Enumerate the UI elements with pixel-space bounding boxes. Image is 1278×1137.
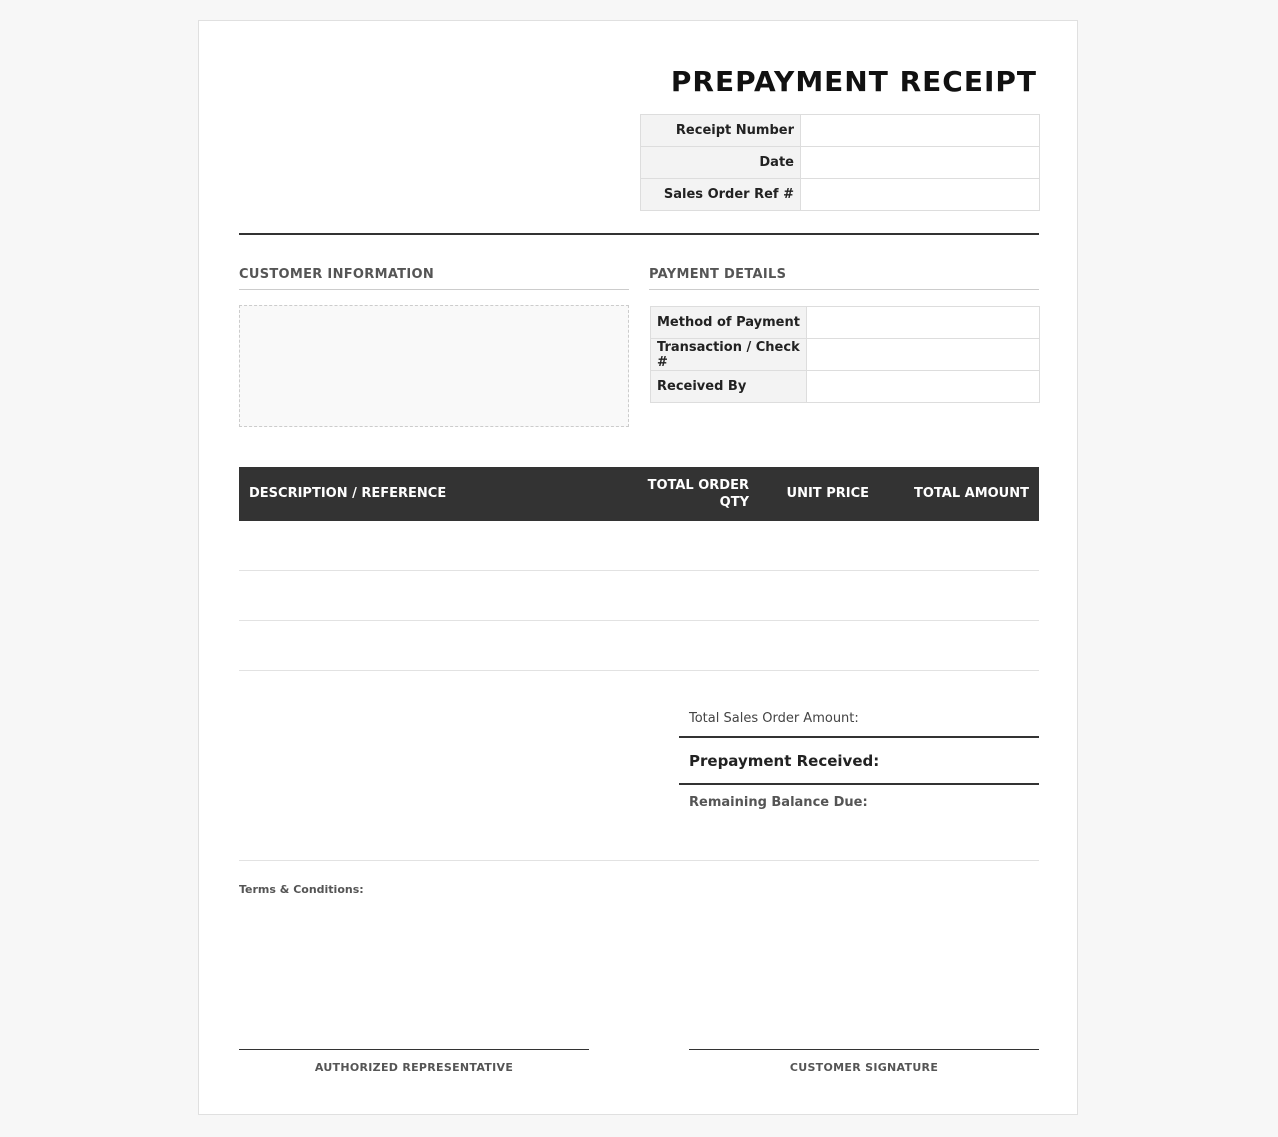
total-sales-order-amount-label: Total Sales Order Amount:	[689, 711, 859, 726]
column-header-unit-price: UNIT PRICE	[786, 486, 869, 501]
summary-divider	[679, 736, 1039, 738]
terms-conditions-label: Terms & Conditions:	[239, 883, 364, 896]
authorized-signature-line[interactable]	[239, 1049, 589, 1050]
sales-order-ref-field[interactable]	[801, 179, 1040, 211]
page-title: PREPAYMENT RECEIPT	[670, 65, 1037, 98]
sales-order-ref-label: Sales Order Ref #	[641, 179, 801, 211]
customer-info-box[interactable]	[239, 305, 629, 427]
item-row-divider	[239, 570, 1039, 571]
item-row-divider	[239, 670, 1039, 671]
item-row-divider	[239, 620, 1039, 621]
authorized-representative-label: AUTHORIZED REPRESENTATIVE	[314, 1061, 514, 1074]
method-of-payment-field[interactable]	[807, 307, 1040, 339]
remaining-balance-due-label: Remaining Balance Due:	[689, 795, 868, 810]
receipt-page	[198, 20, 1078, 1115]
customer-info-heading: CUSTOMER INFORMATION	[239, 267, 629, 290]
column-header-description: DESCRIPTION / REFERENCE	[249, 486, 447, 501]
column-header-total-order-qty: TOTAL ORDER QTY	[647, 478, 749, 510]
received-by-field[interactable]	[807, 371, 1040, 403]
summary-divider	[679, 783, 1039, 785]
receipt-meta-table	[640, 114, 1040, 211]
payment-row-transaction	[651, 339, 1040, 371]
transaction-check-label: Transaction / Check #	[651, 339, 807, 371]
date-field[interactable]	[801, 147, 1040, 179]
customer-signature-label: CUSTOMER SIGNATURE	[789, 1061, 939, 1074]
items-table-header	[239, 467, 1039, 521]
payment-row-method	[651, 307, 1040, 339]
date-label: Date	[641, 147, 801, 179]
payment-details-heading: PAYMENT DETAILS	[649, 267, 1039, 290]
prepayment-received-label: Prepayment Received:	[689, 752, 880, 770]
received-by-label: Received By	[651, 371, 807, 403]
column-header-total-amount: TOTAL AMOUNT	[913, 486, 1029, 501]
meta-row-date	[641, 147, 1040, 179]
payment-details-table	[650, 306, 1040, 403]
meta-row-receipt-number	[641, 115, 1040, 147]
receipt-number-field[interactable]	[801, 115, 1040, 147]
method-of-payment-label: Method of Payment	[651, 307, 807, 339]
customer-signature-line[interactable]	[689, 1049, 1039, 1050]
terms-divider	[239, 860, 1039, 861]
header-divider	[239, 233, 1039, 235]
meta-row-sales-order-ref	[641, 179, 1040, 211]
transaction-check-field[interactable]	[807, 339, 1040, 371]
receipt-number-label: Receipt Number	[641, 115, 801, 147]
payment-row-received-by	[651, 371, 1040, 403]
